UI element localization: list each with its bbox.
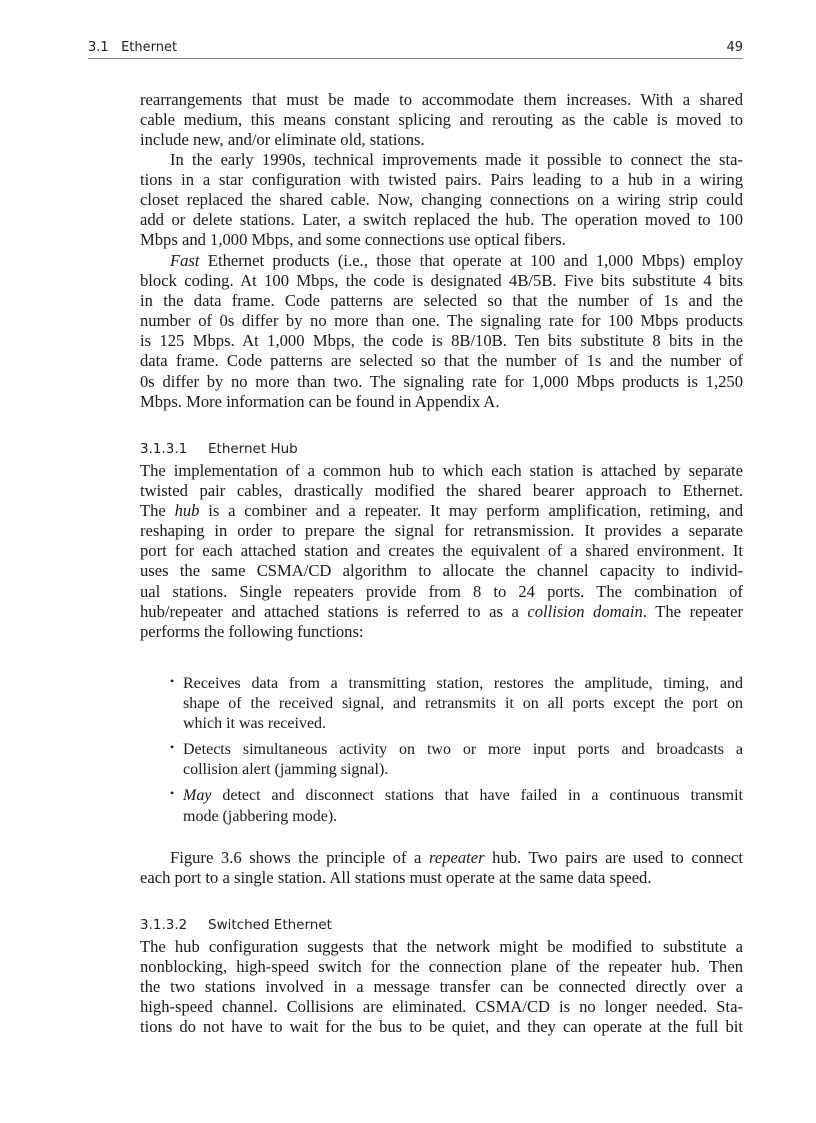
- emphasis-text: collision domain: [527, 601, 643, 621]
- text-run: cable medium, this means constant splicing and rerouting as the cable is moved to: [140, 110, 743, 130]
- text-line: [140, 230, 743, 250]
- text-run: is 125 Mbps. At 1,000 Mbps, the code is 8B/10B. Ten bits substitute 8 bits in the: [140, 331, 743, 351]
- bullet-icon: •: [170, 674, 175, 688]
- text-line: [140, 90, 743, 110]
- bullet-icon: •: [170, 740, 175, 755]
- text-line: [140, 521, 743, 541]
- text-line: [140, 937, 743, 957]
- text-run: The hub configuration suggests that the network might be modified to substitute a: [140, 937, 743, 956]
- text-run: number of 0s differ by no more than one. The signaling rate for 100 Mbps products: [140, 311, 743, 331]
- text-run: which it was received.: [183, 715, 327, 733]
- emphasis-text: repeater: [428, 848, 485, 867]
- text-run: ual stations. Single repeaters provide from 8 to 24 ports. The combination of: [140, 581, 743, 601]
- paragraph: [140, 461, 743, 642]
- heading-number: 3.1.3.2: [140, 917, 188, 933]
- text-line: [140, 291, 743, 311]
- text-line: [183, 714, 743, 734]
- text-run: each port to a single station. All stations must operate at the same data speed.: [140, 868, 652, 888]
- text-line: [140, 110, 743, 130]
- heading-title: Ethernet Hub: [208, 441, 298, 457]
- text-run: tions in a star configuration with twisted pairs. Pairs leading to a hub in a wiring: [140, 170, 743, 190]
- text-run: 0s differ by no more than two. The signaling rate for 1,000 Mbps products is 1,250: [140, 371, 743, 391]
- text-run: reshaping in order to prepare the signal for retransmission. It provides a separate: [140, 521, 743, 541]
- paragraph: [140, 90, 743, 150]
- text-run: uses the same CSMA/CD algorithm to allocate the channel capacity to individ-: [140, 561, 743, 581]
- bullet-list: [170, 674, 743, 827]
- text-line: [140, 622, 743, 642]
- text-line: [140, 190, 743, 210]
- text-line: [140, 251, 743, 271]
- text-line: [140, 351, 743, 371]
- section-heading: [140, 441, 298, 457]
- text-run: high-speed channel. Collisions are eliminated. CSMA/CD is no longer needed. Sta-: [140, 997, 743, 1017]
- text-run: block coding. At 100 Mbps, the code is designated 4B/5B. Five bits substitute 4 bits: [140, 271, 743, 291]
- text-line: [140, 271, 743, 291]
- text-run: In the early 1990s, technical improvements made it possible to connect the sta-: [170, 150, 743, 169]
- header-section: 3.1 Ethernet: [88, 40, 178, 55]
- text-line: [140, 561, 743, 581]
- text-run: add or delete stations. Later, a switch replaced the hub. The operation moved to 100: [140, 210, 743, 230]
- running-header: [88, 38, 743, 58]
- text-run: Mbps. More information can be found in Appendix A.: [140, 391, 500, 411]
- text-run: The implementation of a common hub to which each station is attached by separate: [140, 461, 743, 480]
- text-line: [140, 582, 743, 602]
- text-run: Figure 3.6 shows the principle of a: [170, 848, 429, 867]
- text-line: [140, 150, 743, 170]
- text-run: . The repeater: [642, 601, 743, 621]
- emphasis-text: Fast: [170, 251, 200, 270]
- text-line: [183, 760, 743, 780]
- text-line: [183, 740, 743, 760]
- text-line: [183, 786, 743, 806]
- text-run: Ethernet products (i.e., those that operate at 100 and 1,000 Mbps) employ: [199, 251, 743, 270]
- text-run: twisted pair cables, drastically modified the shared bearer approach to Ethernet.: [140, 481, 743, 501]
- text-line: [183, 807, 743, 827]
- text-line: [140, 1017, 743, 1037]
- text-run: Receives data from a transmitting station, restores the amplitude, timing, and: [183, 675, 743, 692]
- paragraph: [140, 150, 743, 250]
- text-run: tions do not have to wait for the bus to be quiet, and they can operate at the full bit: [140, 1017, 743, 1037]
- text-line: [183, 694, 743, 714]
- emphasis-text: May: [183, 787, 212, 805]
- text-run: port for each attached station and creates the equivalent of a shared environment. It: [140, 541, 743, 561]
- text-line: [140, 957, 743, 977]
- text-run: mode (jabbering mode).: [183, 807, 338, 825]
- text-line: [140, 481, 743, 501]
- text-line: [140, 170, 743, 190]
- bullet-item: [170, 674, 743, 734]
- text-run: closet replaced the shared cable. Now, changing connections on a wiring strip could: [140, 190, 743, 210]
- text-line: [140, 392, 743, 412]
- emphasis-text: hub: [174, 501, 200, 521]
- text-line: [140, 311, 743, 331]
- text-run: data frame. Code patterns are selected so that the number of 1s and the number of: [140, 351, 743, 371]
- page-number: 49: [726, 40, 743, 55]
- text-line: [140, 331, 743, 351]
- text-run: include new, and/or eliminate old, stations.: [140, 130, 425, 150]
- text-run: Detects simultaneous activity on two or more input ports and broadcasts a: [183, 741, 743, 759]
- text-run: detect and disconnect stations that have failed in a continuous transmit: [211, 787, 743, 805]
- text-run: is a combiner and a repeater. It may perform amplification, retiming, and: [199, 501, 743, 521]
- text-line: [140, 130, 743, 150]
- text-run: shape of the received signal, and retransmits it on all ports except the port on: [183, 695, 743, 713]
- bullet-item: [170, 740, 743, 780]
- section-heading: [140, 917, 332, 933]
- text-line: [140, 602, 743, 622]
- heading-title: Switched Ethernet: [208, 917, 332, 933]
- paragraph: [140, 251, 743, 412]
- text-line: [183, 674, 743, 694]
- text-line: [140, 372, 743, 392]
- paragraph: [140, 937, 743, 1037]
- text-line: [140, 868, 743, 888]
- bullet-icon: •: [170, 786, 175, 801]
- text-run: rearrangements that must be made to accommodate them increases. With a shared: [140, 90, 743, 109]
- text-line: [140, 977, 743, 997]
- text-run: the two stations involved in a message transfer can be connected directly over a: [140, 977, 743, 997]
- text-line: [140, 997, 743, 1017]
- heading-number: 3.1.3.1: [140, 441, 188, 457]
- text-run: performs the following functions:: [140, 621, 364, 641]
- bullet-item: [170, 786, 743, 826]
- text-run: collision alert (jamming signal).: [183, 761, 389, 779]
- text-run: Mbps and 1,000 Mbps, and some connections use optical fibers.: [140, 230, 566, 250]
- paragraph: [140, 848, 743, 888]
- text-line: [140, 210, 743, 230]
- text-line: [140, 541, 743, 561]
- text-line: [140, 848, 743, 868]
- text-run: nonblocking, high-speed switch for the connection plane of the repeater hub. Then: [140, 957, 743, 977]
- text-run: in the data frame. Code patterns are selected so that the number of 1s and the: [140, 291, 743, 311]
- text-line: [140, 501, 743, 521]
- text-line: [140, 461, 743, 481]
- text-run: hub/repeater and attached stations is referred to as a: [140, 601, 528, 621]
- text-run: hub. Two pairs are used to connect: [484, 848, 743, 867]
- header-rule: [88, 58, 743, 59]
- text-run: The: [140, 501, 175, 521]
